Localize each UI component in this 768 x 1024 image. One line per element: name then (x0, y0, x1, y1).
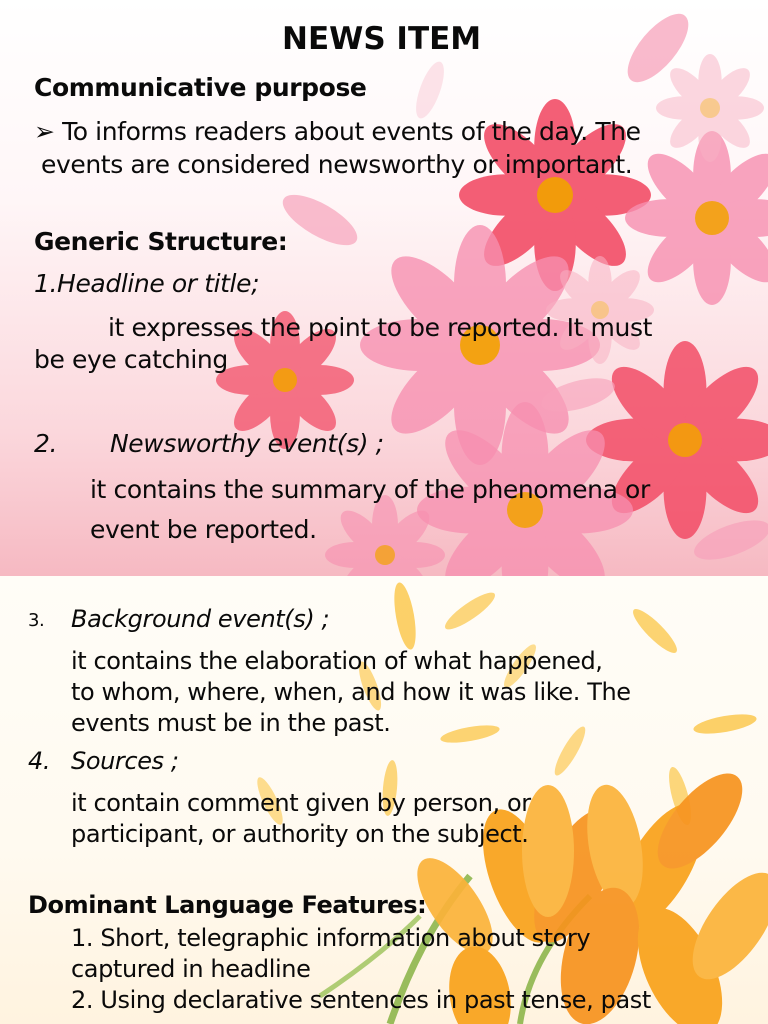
feature-1-line-1: 1. Short, telegraphic information about story (71, 924, 591, 952)
feature-2-line-1: 2. Using declarative sentences in past tense, past (71, 986, 651, 1014)
purpose-text (34, 118, 641, 147)
item-3-line-1: it contains the elaboration of what happened, (71, 647, 603, 675)
item-2-line-1: it contains the summary of the phenomena or (90, 475, 650, 504)
purpose-heading: Communicative purpose (34, 73, 367, 102)
item-2-number: 2. (34, 429, 58, 458)
purpose-line-1: To informs readers about events of the day. The (62, 117, 641, 146)
item-1-line-1: it expresses the point to be reported. It must (108, 313, 652, 342)
item-3-line-3: events must be in the past. (71, 709, 391, 737)
item-2-title: Newsworthy event(s) ; (110, 429, 384, 458)
item-4-title: Sources ; (71, 747, 179, 775)
item-3-number: 3. (28, 610, 45, 631)
purpose-line-2: events are considered newsworthy or important. (41, 150, 633, 179)
language-heading: Dominant Language Features: (28, 891, 427, 919)
structure-heading: Generic Structure: (34, 227, 288, 256)
item-1-title: 1.Headline or title; (34, 269, 260, 298)
item-3-title: Background event(s) ; (71, 605, 330, 633)
arrow-bullet-icon: ➢ (34, 117, 55, 146)
item-4-number: 4. (28, 747, 51, 775)
item-3-line-2: to whom, where, when, and how it was like. The (71, 678, 631, 706)
feature-1-line-2: captured in headline (71, 955, 311, 983)
slide-2 (0, 576, 768, 1024)
page-title: NEWS ITEM (282, 21, 482, 57)
item-1-line-2: be eye catching (34, 345, 228, 374)
item-4-line-2: participant, or authority on the subject. (71, 820, 529, 848)
item-2-line-2: event be reported. (90, 515, 317, 544)
item-4-line-1: it contain comment given by person, or (71, 789, 531, 817)
